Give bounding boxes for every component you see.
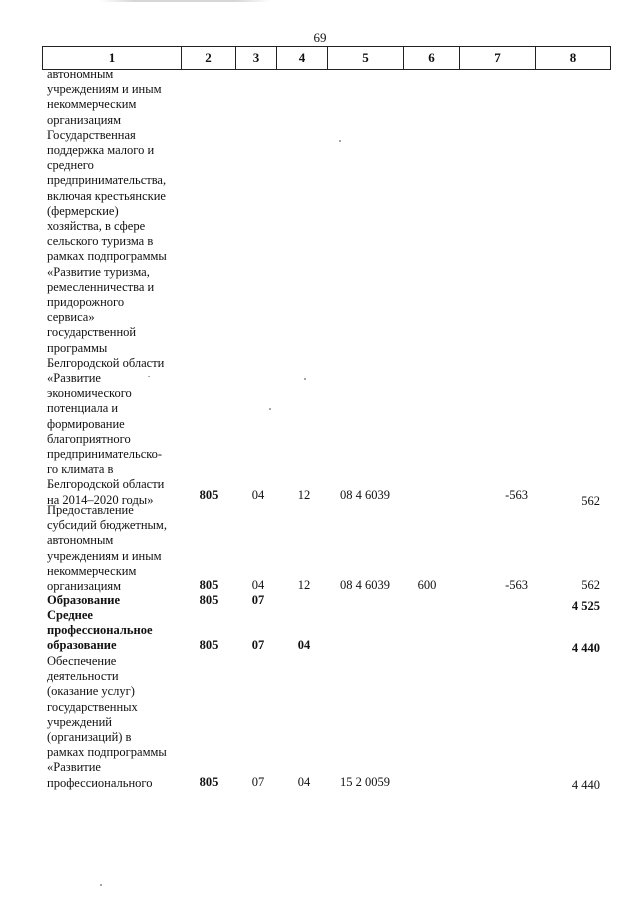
scan-artifact — [100, 0, 270, 2]
header-col-1: 1 — [43, 47, 182, 69]
cell-section: 04 — [251, 578, 265, 592]
scan-speck — [304, 378, 306, 380]
header-col-5: 5 — [328, 47, 404, 69]
cell-section: 07 — [251, 775, 265, 789]
scan-speck — [339, 140, 341, 142]
cell-subsection: 12 — [297, 488, 311, 502]
row-label: Обеспечение деятельности (оказание услуг) государственных учреждений (организаций) в рамках подпрограммы «Развитие профессионального — [47, 654, 167, 790]
cell-target-article: 08 4 6039 — [340, 488, 390, 502]
header-col-8: 8 — [569, 50, 577, 65]
header-col-2: 2 — [182, 47, 236, 69]
cell-amount: 4 440 — [571, 778, 600, 792]
header-col-3: 3 — [236, 47, 277, 69]
scan-speck — [100, 884, 102, 886]
header-col-7: 7 — [460, 47, 536, 69]
row-label: Среднее профессиональное образование — [47, 608, 153, 653]
cell-code: 805 — [199, 638, 219, 652]
header-col-4: 4 — [277, 47, 328, 69]
cell-subsection: 04 — [297, 638, 311, 652]
cell-code: 805 — [199, 488, 219, 502]
cell-section: 07 — [251, 593, 265, 607]
cell-code: 805 — [199, 593, 219, 607]
scan-speck — [269, 408, 271, 410]
header-col-6: 6 — [404, 47, 460, 69]
row-label: автономным учреждениям и иным некоммерческим организациям Государственная поддержка малого и среднего предпринимательства, включая крестьянские (фермерские) хозяйства, в сфере сельского туризма в рамках подпрограммы «Развитие туризма, ремесленничества и придорожного сервиса» государственной программы Белгородской области «Развитие экономического потенциала и формирование благоприятного предпринимательско- го климата в Белгородской области на 2014–2020 годы» — [47, 67, 167, 507]
scan-speck — [148, 376, 150, 377]
cell-change: -563 — [505, 488, 528, 502]
cell-section: 04 — [251, 488, 265, 502]
cell-target-article: 08 4 6039 — [340, 578, 390, 592]
cell-section: 07 — [251, 638, 265, 652]
cell-subsection: 12 — [297, 578, 311, 592]
page-number: 69 — [313, 30, 327, 45]
cell-amount: 562 — [581, 578, 600, 592]
cell-amount: 4 440 — [571, 641, 600, 655]
row-label: Образование — [47, 593, 121, 607]
cell-expense-type: 600 — [417, 578, 437, 592]
cell-amount: 562 — [581, 494, 600, 508]
cell-amount: 4 525 — [571, 599, 600, 613]
row-label: Предоставление субсидий бюджетным, автономным учреждениям и иным некоммерческим организациям — [47, 503, 167, 594]
cell-change: -563 — [505, 578, 528, 592]
cell-code: 805 — [199, 578, 219, 592]
cell-target-article: 15 2 0059 — [340, 775, 390, 789]
cell-code: 805 — [199, 775, 219, 789]
cell-subsection: 04 — [297, 775, 311, 789]
